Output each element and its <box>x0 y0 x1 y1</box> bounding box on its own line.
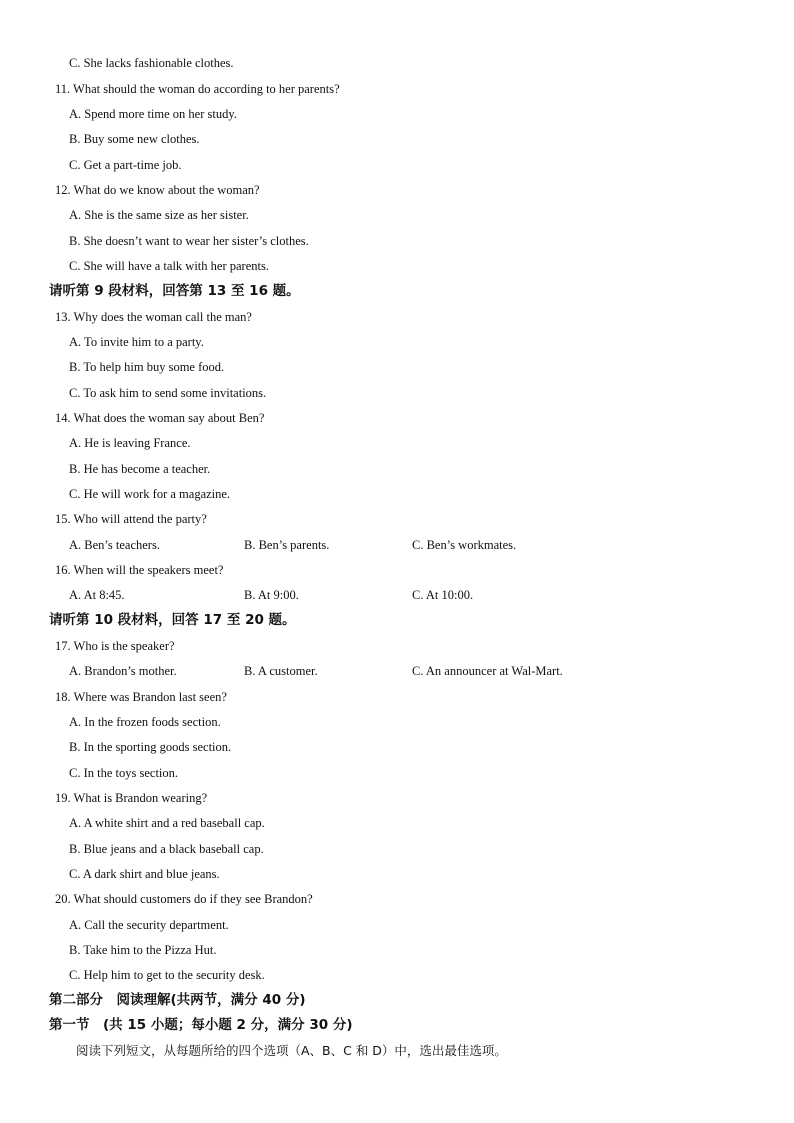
option-text: A. To invite him to a party. <box>69 335 204 349</box>
question-text: 11. What should the woman do according to her parents? <box>55 82 340 96</box>
instructions-text: 阅读下列短文，从每题所给的四个选项（A、B、C 和 D）中，选出最佳选项。 <box>76 1043 507 1058</box>
option-text: C. Help him to get to the security desk. <box>69 968 265 982</box>
option-text: B. Blue jeans and a black baseball cap. <box>69 842 264 856</box>
option-text: A. Brandon’s mother. <box>69 664 177 678</box>
section-heading: 请听第 10 段材料，回答 17 至 20 题。 <box>49 612 296 628</box>
question-text: 12. What do we know about the woman? <box>55 183 260 197</box>
option-text: C. A dark shirt and blue jeans. <box>69 867 220 881</box>
question-text: 19. What is Brandon wearing? <box>55 791 208 805</box>
option-text: A. She is the same size as her sister. <box>69 208 249 222</box>
option-text: C. He will work for a magazine. <box>69 487 231 501</box>
option-text: B. Take him to the Pizza Hut. <box>69 943 217 957</box>
option-text: A. He is leaving France. <box>69 436 191 450</box>
section-heading: 第一节 (共 15 小题；每小题 2 分，满分 30 分) <box>49 1017 353 1033</box>
option-text: A. Ben’s teachers. <box>69 538 160 552</box>
option-text: B. He has become a teacher. <box>69 462 211 476</box>
option-text: B. She doesn’t want to wear her sister’s clothes. <box>69 234 309 248</box>
question-text: 18. Where was Brandon last seen? <box>55 690 227 704</box>
option-text: C. She will have a talk with her parents. <box>69 259 269 273</box>
option-text: B. Buy some new clothes. <box>69 132 200 146</box>
option-text: C. She lacks fashionable clothes. <box>69 56 234 70</box>
option-text: C. Get a part-time job. <box>69 158 182 172</box>
option-text: B. To help him buy some food. <box>69 360 225 374</box>
option-text: A. Call the security department. <box>69 918 229 932</box>
option-text: C. In the toys section. <box>69 766 179 780</box>
option-text: B. A customer. <box>244 664 318 678</box>
question-text: 15. Who will attend the party? <box>55 512 207 526</box>
option-text: B. Ben’s parents. <box>244 538 330 552</box>
question-text: 13. Why does the woman call the man? <box>55 310 252 324</box>
option-text: A. In the frozen foods section. <box>69 715 221 729</box>
option-text: C. Ben’s workmates. <box>412 538 517 552</box>
section-heading: 请听第 9 段材料，回答第 13 至 16 题。 <box>49 283 300 299</box>
question-text: 16. When will the speakers meet? <box>55 563 224 577</box>
part-heading: 第二部分 阅读理解(共两节，满分 40 分) <box>49 992 306 1008</box>
question-text: 20. What should customers do if they see Brandon? <box>55 892 313 906</box>
question-text: 14. What does the woman say about Ben? <box>55 411 265 425</box>
question-text: 17. Who is the speaker? <box>55 639 175 653</box>
option-text: C. At 10:00. <box>412 588 474 602</box>
option-text: A. Spend more time on her study. <box>69 107 237 121</box>
option-text: A. A white shirt and a red baseball cap. <box>69 816 265 830</box>
option-text: C. To ask him to send some invitations. <box>69 386 267 400</box>
option-text: C. An announcer at Wal-Mart. <box>412 664 563 678</box>
option-text: B. At 9:00. <box>244 588 299 602</box>
option-text: B. In the sporting goods section. <box>69 740 232 754</box>
option-text: A. At 8:45. <box>69 588 125 602</box>
